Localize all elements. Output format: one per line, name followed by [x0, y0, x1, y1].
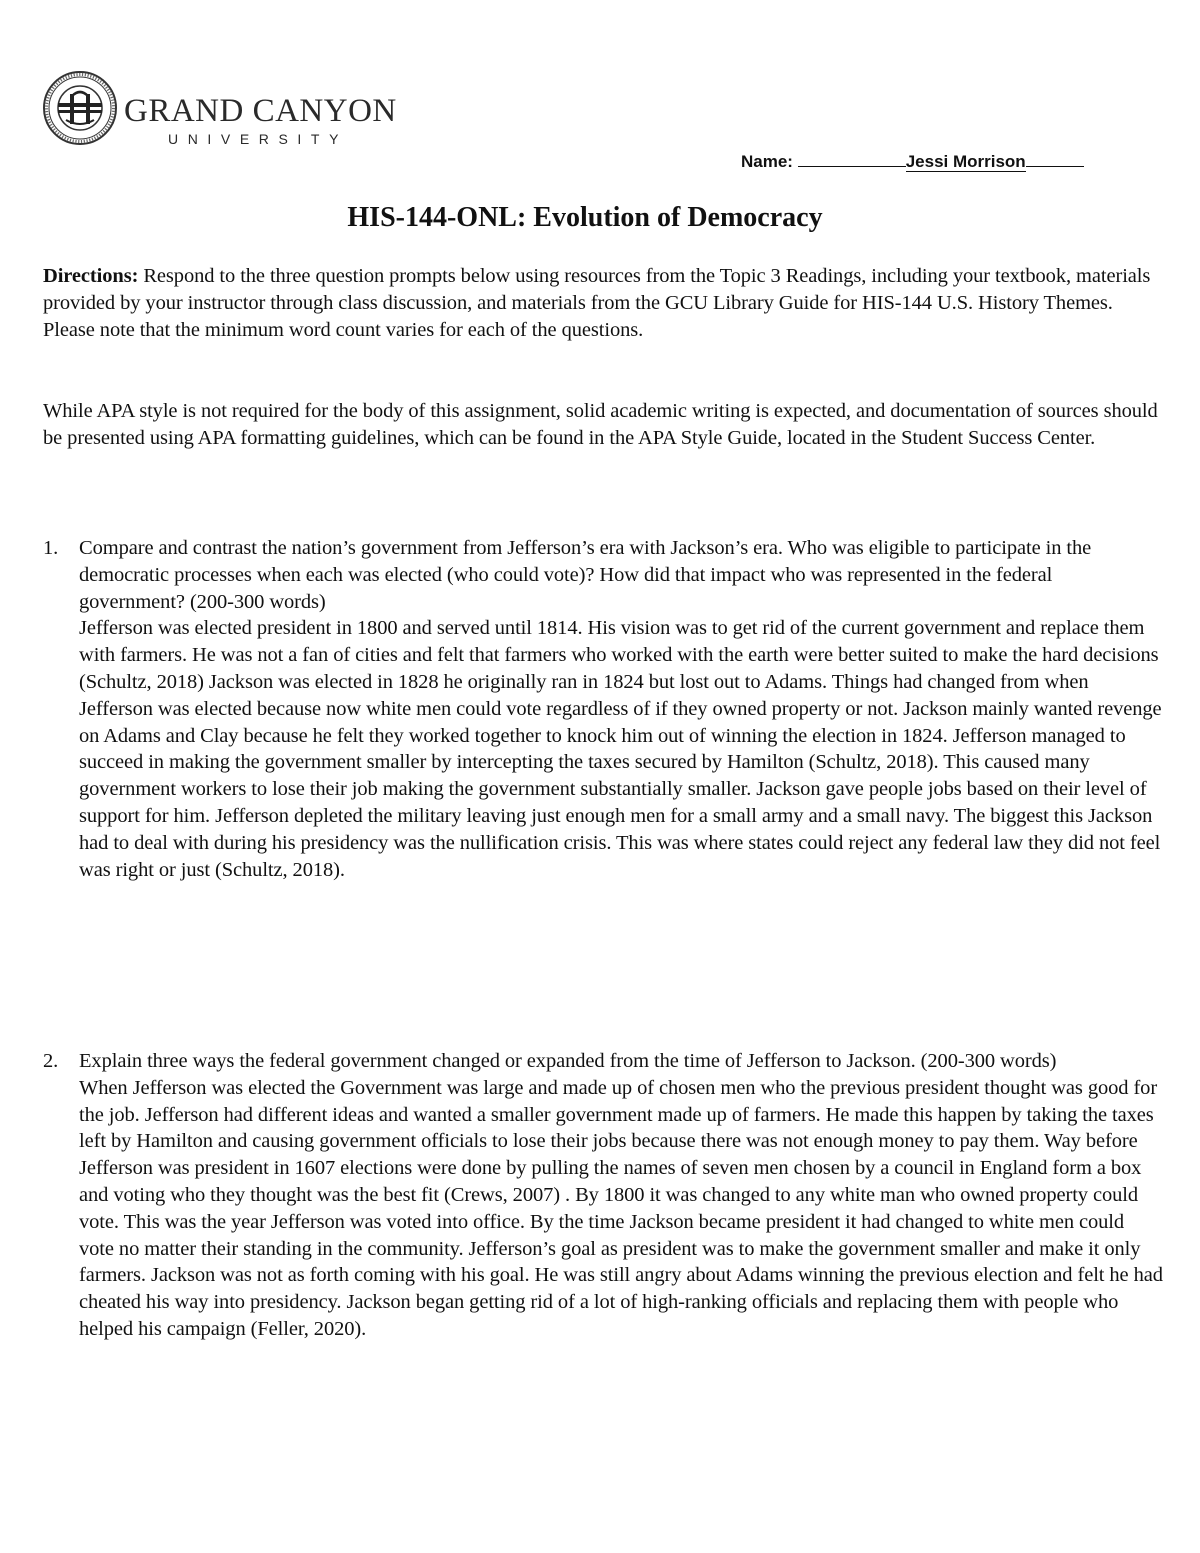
- question-number: 1.: [43, 537, 59, 559]
- name-label: Name:: [741, 152, 793, 171]
- name-blank-trailing: [1026, 150, 1084, 167]
- name-blank-leading: [798, 150, 906, 167]
- brand-name: GRAND CANYON: [124, 93, 397, 129]
- page-title: HIS-144-ONL: Evolution of Democracy: [347, 202, 823, 233]
- question-answer: Jefferson was elected president in 1800 and served until 1814. His vision was to get rid of the current government and replace them with farmers. He was not a fan of cities and felt that farmers who worked with the earth were better suited to make the hard decisions (Schultz, 2018) Jackson was elected in 1828 he originally ran in 1824 but lost out to Adams. Things had changed from when Jefferson was elected because now white men could vote regardless of if they owned property or not. Jackson mainly wanted revenge on Adams and Clay because he felt they worked together to knock him out of winning the election in 1824. Jefferson managed to succeed in making the government smaller by intercepting the taxes secured by Hamilton (Schultz, 2018). This caused many government workers to lose their job making the government substantially smaller. Jackson gave people jobs based on their level of support for him. Jefferson depleted the military leaving just enough men for a small army and a small navy. The biggest this Jackson had to deal with during his presidency was the nullification crisis. This was where states could reject any federal law they did not feel was right or just (Schultz, 2018).: [79, 617, 1162, 881]
- university-seal-icon: [42, 70, 118, 146]
- name-value: Jessi Morrison: [905, 152, 1026, 171]
- directions-label: Directions:: [43, 265, 139, 287]
- directions-paragraph: [43, 263, 1163, 343]
- brand-subtitle: UNIVERSITY: [168, 131, 349, 147]
- question-answer: When Jefferson was elected the Government was large and made up of chosen men who the previous president thought was good for the job. Jefferson had different ideas and wanted a smaller government made up of farmers. He made this happen by taking the taxes left by Hamilton and causing government officials to lose their jobs because there was not enough money to pay them. Way before Jefferson was president in 1607 elections were done by pulling the names of seven men chosen by a council in England form a box and voting who they thought was the best fit (Crews, 2007) . By 1800 it was changed to any white man who owned property could vote. This was the year Jefferson was voted into office. By the time Jackson became president it had changed to white men could vote no matter their standing in the community. Jefferson’s goal as president was to make the government smaller and make it only farmers. Jackson was not as forth coming with his goal. He was still angry about Adams winning the previous election and felt he had cheated his way into presidency. Jackson began getting rid of a lot of high-ranking officials and replacing them with people who helped his campaign (Feller, 2020).: [79, 1076, 1163, 1340]
- apa-note-paragraph: While APA style is not required for the body of this assignment, solid academic writing is expected, and documentation of sources should be presented using APA formatting guidelines, which can be found in the APA Style Guide, located in the Student Success Center.: [43, 400, 1158, 449]
- question-item: [43, 535, 1163, 883]
- question-prompt: Explain three ways the federal government changed or expanded from the time of Jefferson to Jackson. (200-300 words): [79, 1050, 1057, 1072]
- directions-text: Respond to the three question prompts below using resources from the Topic 3 Readings, including your textbook, materials provided by your instructor through class discussion, and materials from the GCU Library Guide for HIS-144 U.S. History Themes. Please note that the minimum word count varies for each of the questions.: [43, 265, 1151, 341]
- question-item: [43, 1048, 1163, 1343]
- question-body: [79, 535, 1163, 883]
- question-number: 2.: [43, 1050, 59, 1072]
- university-logo: [42, 70, 397, 150]
- question-prompt: Compare and contrast the nation’s government from Jefferson’s era with Jackson’s era. Who was eligible to participate in the democratic processes when each was elected (who could vote)? How did that impact who was represented in the federal government? (200-300 words): [79, 537, 1092, 613]
- question-body: [79, 1048, 1163, 1343]
- name-field: [741, 150, 1103, 173]
